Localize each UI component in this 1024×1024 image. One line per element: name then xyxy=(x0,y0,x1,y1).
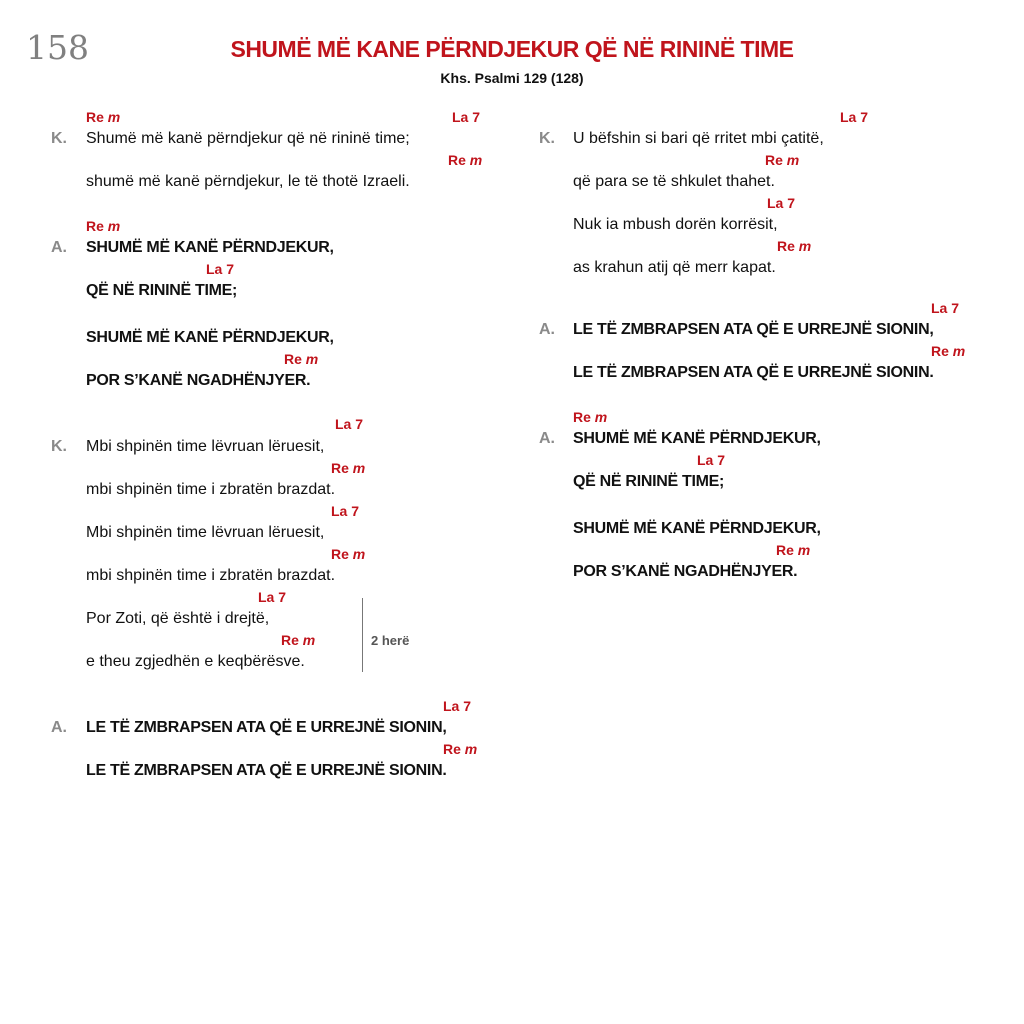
chord-re-minor: Re m xyxy=(765,152,800,168)
chord-la-7: La 7 xyxy=(697,452,726,468)
refrain-line: LE TË ZMBRAPSEN ATA QË E URREJNË SIONIN, xyxy=(86,719,447,736)
refrain-line: POR S’KANË NGADHËNJYER. xyxy=(86,372,311,389)
chord-re-minor: Re m xyxy=(86,109,121,125)
verse-line: që para se të shkulet thahet. xyxy=(573,173,775,190)
verse-line: Nuk ia mbush dorën korrësit, xyxy=(573,216,778,233)
refrain-line: QË NË RININË TIME; xyxy=(573,473,725,490)
chord-la-7: La 7 xyxy=(335,416,364,432)
refrain-line: LE TË ZMBRAPSEN ATA QË E URREJNË SIONIN, xyxy=(573,321,934,338)
verse-line: mbi shpinën time i zbratën brazdat. xyxy=(86,481,336,498)
verse-line: U bëfshin si bari që rritet mbi çatitë, xyxy=(573,130,824,147)
verse-marker: K. xyxy=(51,130,67,147)
refrain-marker: A. xyxy=(51,239,67,256)
chord-re-minor: Re m xyxy=(448,152,483,168)
chord-la-7: La 7 xyxy=(258,589,287,605)
refrain-line: LE TË ZMBRAPSEN ATA QË E URREJNË SIONIN. xyxy=(573,364,934,381)
chord-re-minor: Re m xyxy=(331,460,366,476)
refrain-line: SHUMË MË KANË PËRNDJEKUR, xyxy=(573,520,821,537)
chord-re-minor: Re m xyxy=(284,351,319,367)
song-title: SHUMË MË KANE PËRNDJEKUR QË NË RININË TIME xyxy=(230,36,794,62)
chord-la-7: La 7 xyxy=(767,195,796,211)
refrain-marker: A. xyxy=(539,430,555,447)
refrain-marker: A. xyxy=(539,321,555,338)
chord-la-7: La 7 xyxy=(331,503,360,519)
page-number: 158 xyxy=(26,28,89,67)
chord-re-minor: Re m xyxy=(443,741,478,757)
chord-re-minor: Re m xyxy=(573,409,608,425)
verse-marker: K. xyxy=(539,130,555,147)
chord-re-minor: Re m xyxy=(281,632,316,648)
verse-line: Mbi shpinën time lëvruan lëruesit, xyxy=(86,524,325,541)
verse-line: Por Zoti, që është i drejtë, xyxy=(86,610,270,627)
repeat-bracket xyxy=(362,598,363,672)
song-subtitle: Khs. Psalmi 129 (128) xyxy=(440,70,584,86)
chord-la-7: La 7 xyxy=(840,109,869,125)
refrain-marker: A. xyxy=(51,719,67,736)
chord-re-minor: Re m xyxy=(331,546,366,562)
chord-re-minor: Re m xyxy=(776,542,811,558)
chord-re-minor: Re m xyxy=(86,218,121,234)
refrain-line: SHUMË MË KANË PËRNDJEKUR, xyxy=(86,239,334,256)
refrain-line: QË NË RININË TIME; xyxy=(86,282,238,299)
chord-re-minor: Re m xyxy=(777,238,812,254)
refrain-line: LE TË ZMBRAPSEN ATA QË E URREJNË SIONIN. xyxy=(86,762,447,779)
chord-re-minor: Re m xyxy=(931,343,966,359)
refrain-line: SHUMË MË KANË PËRNDJEKUR, xyxy=(573,430,821,447)
repeat-note: 2 herë xyxy=(371,633,410,648)
refrain-line: SHUMË MË KANË PËRNDJEKUR, xyxy=(86,329,334,346)
verse-line: Mbi shpinën time lëvruan lëruesit, xyxy=(86,438,325,455)
chord-la-7: La 7 xyxy=(206,261,235,277)
verse-line: e theu zgjedhën e keqbërësve. xyxy=(86,653,305,670)
verse-line: shumë më kanë përndjekur, le të thotë Izraeli. xyxy=(86,173,410,190)
refrain-line: POR S’KANË NGADHËNJYER. xyxy=(573,563,798,580)
chord-la-7: La 7 xyxy=(443,698,472,714)
chord-la-7: La 7 xyxy=(931,300,960,316)
chord-la-7: La 7 xyxy=(452,109,481,125)
verse-marker: K. xyxy=(51,438,67,455)
verse-line: as krahun atij që merr kapat. xyxy=(573,259,776,276)
verse-line: Shumë më kanë përndjekur që në rininë time; xyxy=(86,130,410,147)
verse-line: mbi shpinën time i zbratën brazdat. xyxy=(86,567,336,584)
